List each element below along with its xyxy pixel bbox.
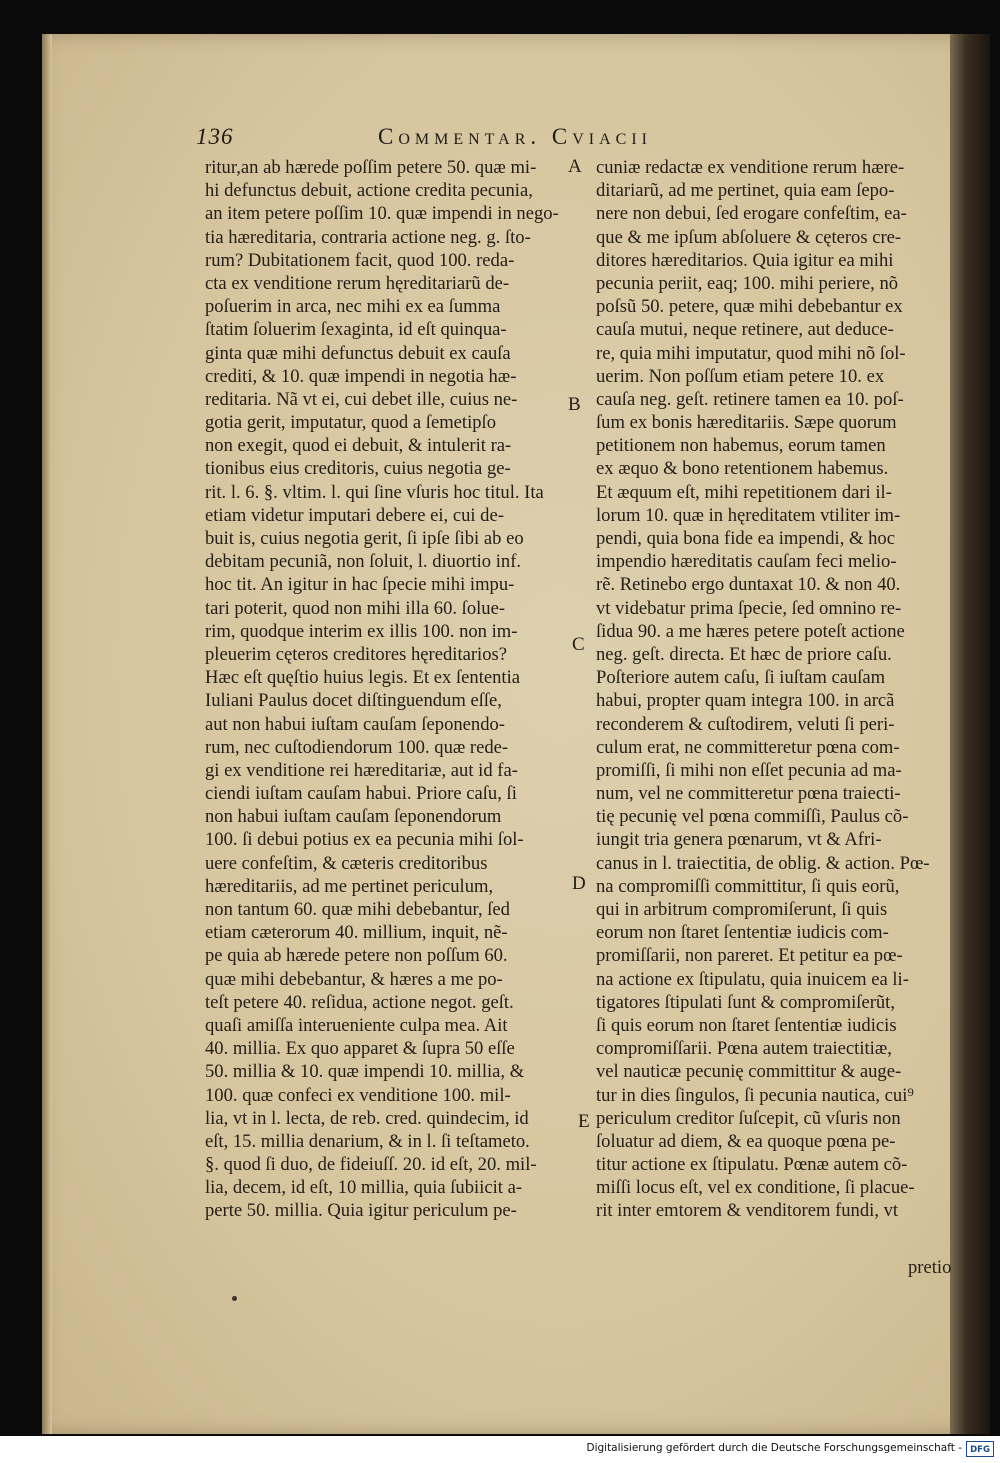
text-line: quæ mihi debebantur, & hæres a me po- bbox=[205, 968, 503, 990]
text-line: lia, vt in l. lecta, de reb. cred. quindecim, id bbox=[205, 1107, 529, 1129]
text-line: re, quia mihi imputatur, quod mihi nõ ſol- bbox=[596, 342, 906, 364]
text-line: ſi quis eorum non ſtaret ſententiæ iudicis bbox=[596, 1014, 897, 1036]
text-line: debitam pecuniã, non ſoluit, l. diuortio inf. bbox=[205, 551, 522, 573]
text-line: eſt, 15. millia denarium, & in l. ſi teſtameto. bbox=[205, 1130, 530, 1152]
text-line: reditaria. Nã vt ei, cui debet ille, cuius ne- bbox=[205, 388, 518, 410]
text-line: tię pecunię vel pœna commiſſi, Paulus cõ- bbox=[596, 806, 909, 828]
text-line: §. quod ſi duo, de fideiuſſ. 20. id eſt, 20. mil- bbox=[205, 1154, 537, 1176]
text-line: ex æquo & bono retentionem habemus. bbox=[596, 458, 889, 480]
text-line: buit is, cuius negotia gerit, ſi ipſe ſibi ab eo bbox=[205, 528, 524, 549]
text-line: 40. millia. Ex quo apparet & ſupra 50 eſſe bbox=[205, 1038, 515, 1060]
text-line: titur actione ex ſtipulatu. Pœnæ autem cõ- bbox=[596, 1154, 908, 1176]
text-line: aut non habui iuſtam cauſam ſeponendo- bbox=[205, 713, 505, 735]
text-line: poſsũ 50. petere, quæ mihi debebantur ex bbox=[596, 296, 903, 318]
text-line: 100. quæ confeci ex venditione 100. mil- bbox=[205, 1084, 511, 1106]
running-head-title: Commentar. Cvıacıı bbox=[378, 124, 653, 149]
text-line: eorum non ſtaret ſententiæ iudicis com- bbox=[596, 922, 889, 944]
text-line: miſſi locus eſt, vel ex conditione, ſi placue- bbox=[596, 1177, 915, 1199]
text-line: etiam videtur imputari debere ei, cui de- bbox=[205, 504, 504, 526]
text-line: crediti, & 10. quæ impendi in negotia hæ- bbox=[205, 365, 517, 387]
page-gutter bbox=[42, 34, 52, 1434]
text-line: uerim. Non poſſum etiam petere 10. ex bbox=[596, 365, 885, 387]
text-line: rum, nec cuſtodiendorum 100. quæ rede- bbox=[205, 736, 509, 758]
text-line: etiam cæterorum 40. millium, inquit, nẽ- bbox=[205, 922, 508, 944]
text-line: qui in arbitrum compromiſerunt, ſi quis bbox=[596, 899, 888, 920]
text-line: cauſa neg. geſt. retinere tamen ea 10. poſ- bbox=[596, 388, 904, 410]
catchword: pretio bbox=[908, 1257, 952, 1278]
text-line: tionibus eius creditoris, cuius negotia ge- bbox=[205, 458, 511, 480]
text-line: cauſa mutui, neque retinere, aut deduce- bbox=[596, 319, 894, 341]
margin-letter-e: E bbox=[578, 1111, 590, 1132]
text-line: na actione ex ſtipulatu, quia inuicem ea li- bbox=[596, 968, 909, 990]
text-line: ditariarũ, ad me pertinet, quia eam ſepo- bbox=[596, 180, 895, 202]
text-line: ſoluatur ad diem, & ea quoque pœna pe- bbox=[596, 1130, 896, 1152]
text-line: ſtatim ſoluerim ſexaginta, id eſt quinqua- bbox=[205, 319, 507, 341]
text-line: petitionem non habemus, eorum tamen bbox=[596, 435, 886, 457]
text-line: lorum 10. quæ in hęreditatem vtiliter im- bbox=[596, 504, 901, 526]
margin-letter-c: C bbox=[572, 634, 585, 655]
left-text-column bbox=[205, 156, 567, 1223]
text-line: iungit tria genera pœnarum, vt & Afri- bbox=[596, 829, 882, 851]
text-line: 100. ſi debui potius ex ea pecunia mihi ſol- bbox=[205, 829, 524, 851]
text-line: ginta quæ mihi defunctus debuit ex cauſa bbox=[205, 342, 511, 364]
text-line: rit. l. 6. §. vltim. l. qui ſine vſuris hoc titul. Ita bbox=[205, 481, 544, 503]
text-line: rit inter emtorem & venditorem fundi, vt bbox=[596, 1200, 899, 1222]
right-text-column bbox=[596, 156, 956, 1223]
margin-letter-b: B bbox=[568, 394, 581, 415]
text-line: ritur,an ab hærede poſſim petere 50. quæ mi- bbox=[205, 157, 537, 178]
margin-letter-a: A bbox=[568, 156, 582, 177]
text-line: periculum creditor ſuſcepit, cũ vſuris non bbox=[596, 1107, 901, 1129]
text-line: non exegit, quod ei debuit, & intulerit ra- bbox=[205, 435, 512, 457]
text-line: rẽ. Retinebo ergo duntaxat 10. & non 40. bbox=[596, 574, 901, 596]
text-line: teſt petere 40. reſidua, actione negot. geſt. bbox=[205, 991, 514, 1013]
text-line: Poſteriore autem caſu, ſi iuſtam cauſam bbox=[596, 667, 886, 689]
text-line: ciendi iuſtam cauſam habui. Priore caſu, ſi bbox=[205, 783, 517, 805]
text-line: hi defunctus debuit, actione credita pecunia, bbox=[205, 180, 533, 202]
text-line: pleuerim cęteros creditores hęreditarios? bbox=[205, 643, 508, 665]
text-line: tigatores ſtipulati ſunt & compromiſerũt, bbox=[596, 991, 895, 1013]
text-line: Et æquum eſt, mihi repetitionem dari il- bbox=[596, 481, 892, 503]
text-line: hæreditariis, ad me pertinet periculum, bbox=[205, 875, 494, 897]
text-line: pecunia periit, eaq; 100. mihi periere, nõ bbox=[596, 272, 899, 294]
text-line: rum? Dubitationem facit, quod 100. reda- bbox=[205, 249, 515, 271]
text-line: cta ex venditione rerum hęreditariarũ de- bbox=[205, 272, 510, 294]
text-line: impendio hæreditatis cauſam feci melio- bbox=[596, 551, 897, 573]
text-line: gotia gerit, imputatur, quod a ſemetipſo bbox=[205, 412, 497, 434]
text-line: Hæc eſt quęſtio huius legis. Et ex ſententia bbox=[205, 667, 520, 689]
text-line: perte 50. millia. Quia igitur periculum pe- bbox=[205, 1200, 517, 1222]
text-line: pe quia ab hærede petere non poſſum 60. bbox=[205, 945, 508, 967]
text-line: ditores hæreditarios. Quia igitur ea mihi bbox=[596, 249, 894, 271]
text-line: que & me ipſum abſoluere & cęteros cre- bbox=[596, 226, 902, 248]
text-line: ſidua 90. a me hæres petere poteſt actione bbox=[596, 620, 905, 642]
text-line: quaſi amiſſa interueniente culpa mea. Ait bbox=[205, 1014, 508, 1036]
text-line: poſuerim in arca, nec mihi ex ea ſumma bbox=[205, 296, 501, 318]
text-line: num, vel ne committeretur pœna traiecti- bbox=[596, 783, 901, 805]
text-line: an item petere poſſim 10. quæ impendi in nego- bbox=[205, 203, 559, 225]
footer-credit: Digitalisierung gefördert durch die Deutsche Forschungsgemeinschaft - bbox=[586, 1442, 962, 1454]
text-line: cuniæ redactæ ex venditione rerum hære- bbox=[596, 157, 905, 178]
text-line: na compromiſſi committitur, ſi quis eorũ, bbox=[596, 875, 900, 897]
text-line: 50. millia & 10. quæ impendi 10. millia, & bbox=[205, 1061, 525, 1083]
text-line: lia, decem, id eſt, 10 millia, quia ſubiicit a- bbox=[205, 1177, 523, 1199]
dfg-logo-icon: DFG bbox=[966, 1441, 994, 1457]
text-line: tur in dies ſingulos, ſi pecunia nautica, cui⁹ bbox=[596, 1084, 914, 1106]
text-line: habui, propter quam integra 100. in arcã bbox=[596, 690, 895, 712]
text-line: reconderem & cuſtodirem, veluti ſi peri- bbox=[596, 713, 895, 735]
text-line: vt videbatur prima ſpecie, ſed omnino re- bbox=[596, 597, 902, 619]
text-line: pendi, quia bona fide ea impendi, & hoc bbox=[596, 528, 895, 549]
page-edge-shadow bbox=[950, 34, 990, 1434]
text-line: tari poterit, quod non mihi illa 60. ſolue- bbox=[205, 597, 506, 619]
text-line: culum erat, ne committeretur pœna com- bbox=[596, 736, 900, 758]
text-line: promiſſi, ſi mihi non eſſet pecunia ad ma- bbox=[596, 759, 902, 781]
text-line: uere confeſtim, & cæteris creditoribus bbox=[205, 852, 488, 874]
text-line: nere non debui, ſed erogare confeſtim, ea- bbox=[596, 203, 907, 225]
text-line: non habui iuſtam cauſam ſeponendorum bbox=[205, 806, 502, 828]
text-line: ſum ex bonis hæreditariis. Sæpe quorum bbox=[596, 412, 897, 434]
text-line: canus in l. traiectitia, de oblig. & action. Pœ- bbox=[596, 852, 930, 874]
text-line: tia hæreditaria, contraria actione neg. g. ſto- bbox=[205, 226, 531, 248]
text-line: gi ex venditione rei hæreditariæ, aut id fa- bbox=[205, 759, 518, 781]
text-line: hoc tit. An igitur in hac ſpecie mihi impu- bbox=[205, 574, 515, 596]
page-number: 136 bbox=[196, 124, 234, 149]
text-line: rim, quodque interim ex illis 100. non im- bbox=[205, 620, 518, 642]
text-line: compromiſſarii. Pœna autem traiectitiæ, bbox=[596, 1038, 892, 1060]
text-line: vel nauticæ pecunię committitur & auge- bbox=[596, 1061, 902, 1083]
footer-bar bbox=[0, 1436, 1000, 1463]
text-line: non tantum 60. quæ mihi debebantur, ſed bbox=[205, 899, 510, 920]
margin-letter-d: D bbox=[572, 873, 586, 894]
text-line: Iuliani Paulus docet diſtinguendum eſſe, bbox=[205, 690, 502, 712]
text-line: neg. geſt. directa. Et hæc de priore caſu. bbox=[596, 643, 892, 665]
text-line: promiſſarii, non pareret. Et petitur ea pœ- bbox=[596, 945, 903, 967]
ink-dot bbox=[232, 1296, 237, 1301]
